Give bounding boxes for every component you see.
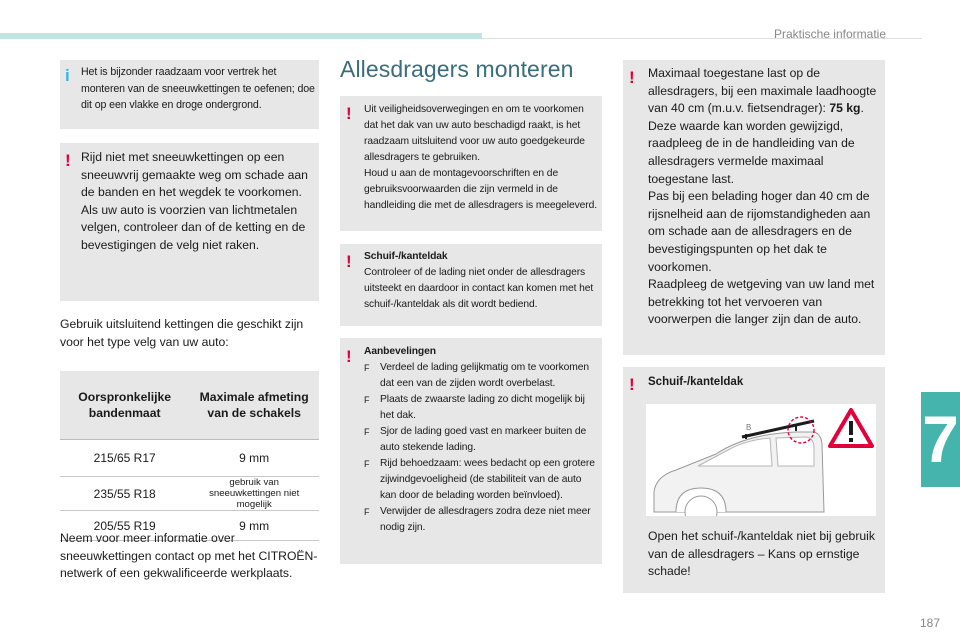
roof-bars-warning-text xyxy=(364,102,598,214)
warning-paragraph: Controleer of de lading niet onder de allesdragers uitsteekt en daardoor in contact kan komen met het schuif-/kanteldak als dit wordt bediend. xyxy=(364,267,594,310)
table-cell: 205/55 R19 xyxy=(60,511,189,541)
chapter-tab: 7 xyxy=(921,392,960,487)
recommendations xyxy=(364,344,600,536)
bullet-icon: F xyxy=(364,427,370,437)
info-marker-icon: i xyxy=(65,66,70,85)
table-header: Maximale afmeting van de schakels xyxy=(189,371,319,440)
header-accent-bar xyxy=(0,33,482,39)
bullet-icon: F xyxy=(364,363,370,373)
car-roof-illustration xyxy=(646,404,876,516)
table-cell: gebruik van sneeuwkettingen niet mogelijk xyxy=(189,477,319,511)
recommendations-list xyxy=(364,360,600,536)
warning-marker-icon: ! xyxy=(629,68,635,87)
bullet-icon: F xyxy=(364,395,370,405)
list-item: F Plaats de zwaarste lading zo dicht mogelijk bij het dak. xyxy=(364,394,585,421)
table-cell: 215/65 R17 xyxy=(93,451,156,465)
illustration-label: B xyxy=(746,423,752,432)
page-title: Allesdragers monteren xyxy=(340,56,574,82)
warning-marker-icon: ! xyxy=(346,104,352,123)
warning-marker-icon: ! xyxy=(629,375,635,394)
warning-marker-icon: ! xyxy=(346,252,352,271)
list-item: F Rijd behoedzaam: wees bedacht op een grotere zijwindgevoeligheid (de stabiliteit van de auto kan door de belading worden beïnvloed). xyxy=(364,458,595,501)
sunroof-note-text: Open het schuif-/kanteldak niet bij gebruik van de allesdragers – Kans op ernstige schade! xyxy=(648,529,875,579)
page-number: 187 xyxy=(919,616,940,630)
sunroof-warning-text xyxy=(364,249,600,313)
table-cell: 9 mm xyxy=(239,451,270,465)
info-note-text: Het is bijzonder raadzaam voor vertrek het monteren van de sneeuwkettingen te oefenen; doe dit op een vlakke en droge ondergrond. xyxy=(81,66,315,112)
list-item: F Verdeel de lading gelijkmatig om te voorkomen dat een van de zijden wordt overbelast. xyxy=(364,362,589,389)
warning-marker-icon: ! xyxy=(346,347,352,366)
table-row xyxy=(60,440,319,477)
warning-title: Schuif-/kanteldak xyxy=(364,251,448,262)
list-item: F Sjor de lading goed vast en markeer buiten de auto stekende lading. xyxy=(364,426,587,453)
table-cell: 9 mm xyxy=(189,511,319,541)
recommendations-title: Aanbevelingen xyxy=(364,346,436,357)
sunroof-note-title: Schuif-/kanteldak xyxy=(648,376,744,388)
bullet-icon: F xyxy=(364,507,370,517)
list-item: F Verwijder de allesdragers zodra deze niet meer nodig zijn. xyxy=(364,506,591,533)
load-warning-text: Maximaal toegestane last op de allesdragers, bij een maximale laadhoogte van 40 cm (m.u.v. fietsendrager): 75 kg. Deze waarde kan worden gewijzigd, raadpleeg de in de handleiding van de allesdragers vermelde maximaal toegestane last. Pas bij een belading hoger dan 40 cm de rijsnelheid aan de rijomstandigheden aan om schade aan de allesdragers en de bevestigingspunten op het dak te voorkomen. Raadpleeg de wetgeving van uw land met betrekking tot het vervoeren van voorwerpen die langer zijn dan de auto. xyxy=(648,66,877,327)
warning-paragraph: Uit veiligheidsoverwegingen en om te voorkomen dat het dak van uw auto beschadigd raakt, is het raadzaam uitsluitend voor uw auto goedgekeurde allesdragers te gebruiken. xyxy=(364,104,585,163)
table-header: Oorspronkelijke bandenmaat xyxy=(60,371,189,440)
car-roof-illustration-svg xyxy=(646,404,876,516)
warning-paragraph: Houd u aan de montagevoorschriften en de gebruiksvoorwaarden die zijn vermeld in de handleiding die met de allesdragers is meegeleverd. xyxy=(364,168,598,211)
tyre-chain-table xyxy=(60,371,319,541)
warning-marker-icon: ! xyxy=(65,151,71,170)
table-row xyxy=(60,477,319,511)
max-load-value: 75 kg xyxy=(829,101,861,116)
chains-intro: Gebruik uitsluitend kettingen die geschikt zijn voor het type velg van uw auto: xyxy=(60,317,304,349)
bullet-icon: F xyxy=(364,459,370,469)
chains-outro: Neem voor meer informatie over sneeuwkettingen contact op met het CITROËN-netwerk of een gekwalificeerde werkplaats. xyxy=(60,531,318,581)
warning-note-text: Rijd niet met sneeuwkettingen op een sneeuwvrij gemaakte weg om schade aan de banden en het wegdek te voorkomen. Als uw auto is voorzien van lichtmetalen velgen, controleer dan of de ketting en de bevestigingen de velg niet raken. xyxy=(81,150,308,252)
section-title: Praktische informatie xyxy=(773,27,886,41)
table-cell: 235/55 R18 xyxy=(60,477,189,511)
